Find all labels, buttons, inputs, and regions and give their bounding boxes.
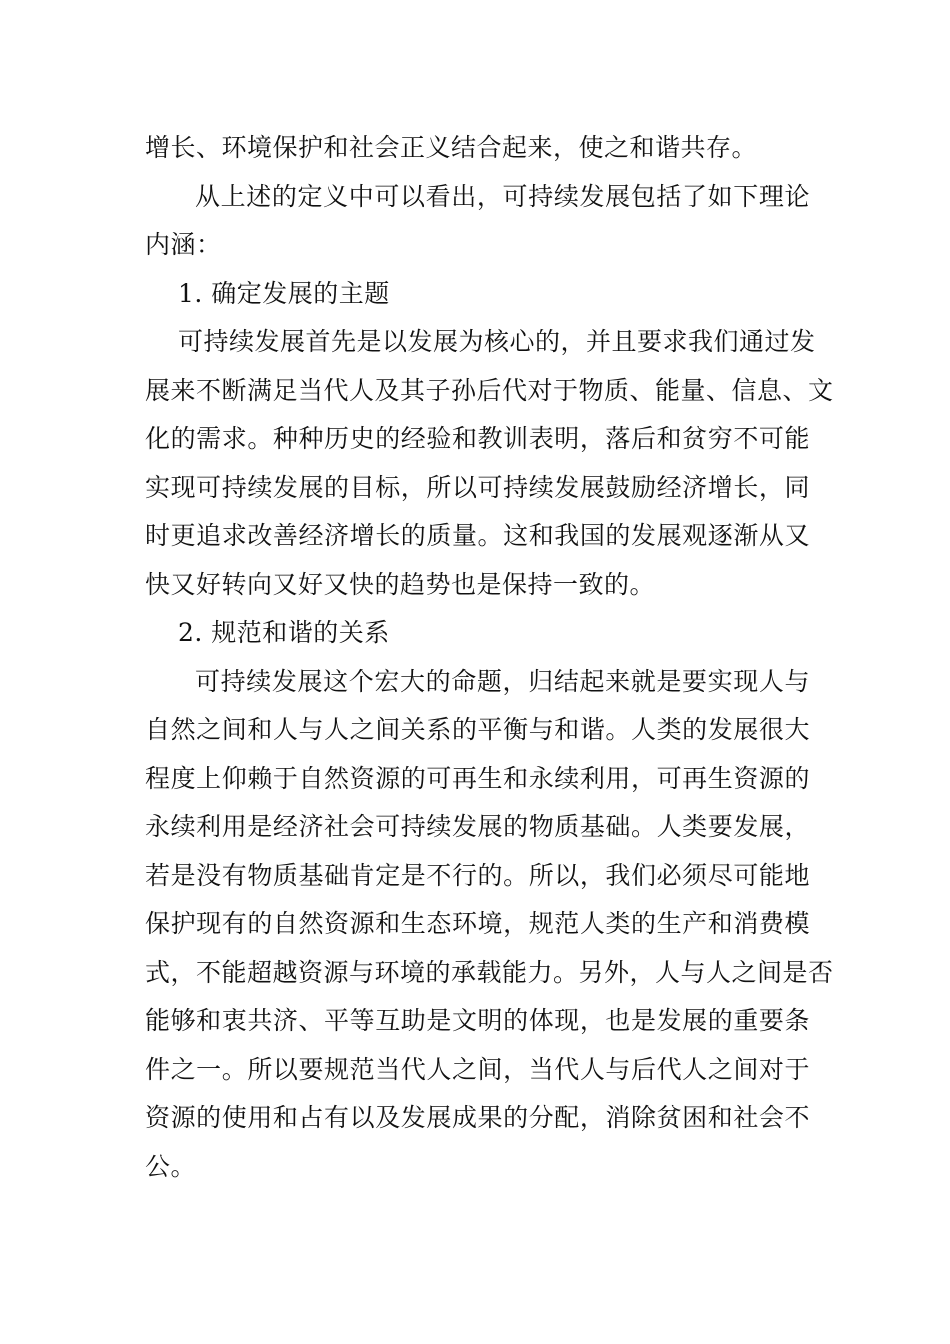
paragraph-line: 永续利用是经济社会可持续发展的物质基础。人类要发展， — [145, 812, 810, 841]
paragraph-line: 时更追求改善经济增长的质量。这和我国的发展观逐渐从又 — [145, 521, 810, 550]
paragraph-line: 可持续发展这个宏大的命题，归结起来就是要实现人与 — [195, 666, 810, 696]
paragraph-line: 件之一。所以要规范当代人之间，当代人与后代人之间对于 — [145, 1054, 810, 1084]
paragraph-line: 展来不断满足当代人及其子孙后代对于物质、能量、信息、文 — [145, 375, 834, 405]
paragraph-line: 化的需求。种种历史的经验和教训表明，落后和贫穷不可能 — [145, 424, 810, 453]
paragraph-line: 快又好转向又好又快的趋势也是保持一致的。 — [145, 569, 656, 599]
document-page — [145, 124, 834, 1191]
paragraph-line: 保护现有的自然资源和生态环境，规范人类的生产和消费模 — [145, 909, 810, 938]
paragraph-line: 公。 — [145, 1151, 197, 1181]
section-heading: 2. 规范和谐的关系 — [178, 618, 390, 647]
paragraph-line: 能够和衷共济、平等互助是文明的体现，也是发展的重要条 — [145, 1006, 810, 1035]
paragraph-line: 若是没有物质基础肯定是不行的。所以，我们必须尽可能地 — [145, 860, 810, 890]
paragraph-line: 资源的使用和占有以及发展成果的分配，消除贫困和社会不 — [145, 1103, 810, 1132]
paragraph-line: 内涵： — [145, 230, 222, 259]
paragraph-line: 程度上仰赖于自然资源的可再生和永续利用，可再生资源的 — [145, 763, 810, 793]
paragraph-line: 增长、环境保护和社会正义结合起来，使之和谐共存。 — [145, 133, 758, 162]
section-heading: 1. 确定发展的主题 — [178, 278, 390, 308]
paragraph-line: 自然之间和人与人之间关系的平衡与和谐。人类的发展很大 — [145, 715, 810, 744]
paragraph-line: 实现可持续发展的目标，所以可持续发展鼓励经济增长，同 — [145, 472, 810, 502]
paragraph-line: 从上述的定义中可以看出，可持续发展包括了如下理论 — [195, 181, 810, 211]
paragraph-line: 式，不能超越资源与环境的承载能力。另外，人与人之间是否 — [145, 957, 834, 987]
paragraph-line: 可持续发展首先是以发展为核心的，并且要求我们通过发 — [178, 327, 816, 356]
